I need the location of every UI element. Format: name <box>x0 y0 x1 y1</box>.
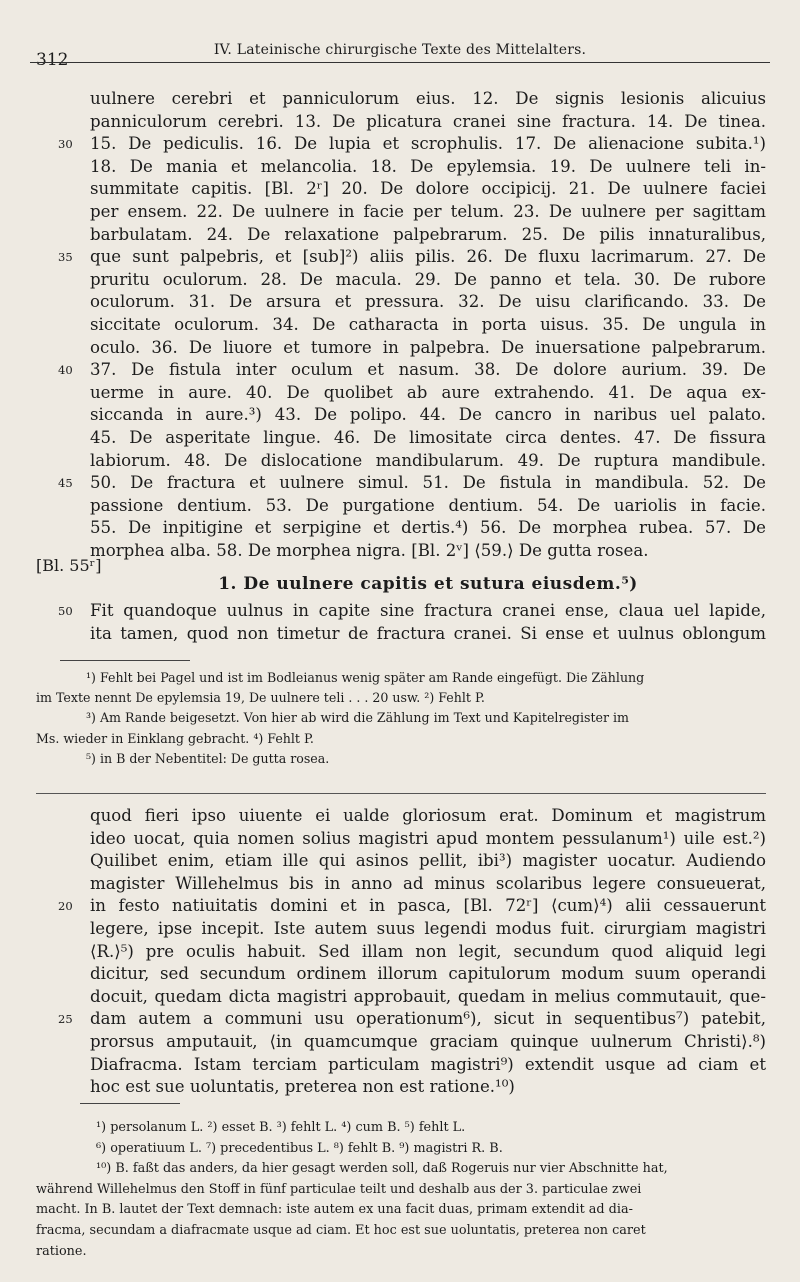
footnotes-upper <box>36 668 766 769</box>
footnote-rule <box>80 1103 180 1104</box>
chapter-list <box>58 88 766 562</box>
section-body <box>58 600 766 645</box>
text-line: 45. De asperitate lingue. 46. De limositate circa dentes. 47. De fissura <box>90 427 766 447</box>
text-line: pruritu oculorum. 28. De macula. 29. De panno et tela. 30. De rubore <box>90 269 766 289</box>
section-heading: 1. De uulnere capitis et sutura eiusdem.⁵) <box>218 574 638 594</box>
footnote-line: ³) Am Rande beigesetzt. Von hier ab wird die Zählung im Text und Kapitelregister im <box>86 710 629 726</box>
text-line: hoc est sue uoluntatis, preterea non est ratione.¹⁰) <box>90 1077 515 1097</box>
text-line: labiorum. 48. De dislocatione mandibularum. 49. De ruptura mandibule. <box>90 450 766 470</box>
text-line: per ensem. 22. De uulnere in facie per telum. 23. De uulnere per sagittam <box>90 201 766 221</box>
footnote-rule <box>60 660 190 661</box>
footnote-line: Ms. wieder in Einklang gebracht. ⁴) Fehlt P. <box>36 730 314 746</box>
commentary-text <box>58 805 766 1099</box>
text-line: summitate capitis. [Bl. 2ʳ] 20. De dolore occipicij. 21. De uulnere faciei <box>90 179 766 199</box>
text-line: dicitur, sed secundum ordinem illorum capitulorum modum suum operandi <box>90 964 766 984</box>
text-line: uulnere cerebri et panniculorum eius. 12. De signis lesionis alicuius <box>90 89 766 108</box>
text-line: 30 15. De pediculis. 16. De lupia et scrophulis. 17. De alienacione subita.¹) <box>90 133 766 156</box>
text-line: barbulatam. 24. De relaxatione palpebrarum. 25. De pilis innaturalibus, <box>90 224 766 244</box>
footnote-line: ⁵) in B der Nebentitel: De gutta rosea. <box>86 750 330 766</box>
text-line: ideo uocat, quia nomen solius magistri apud montem pessulanum¹) uile est.²) <box>90 828 766 848</box>
footnote-line: fracma, secundam a diafracmate usque ad ciam. Et hoc est sue uoluntatis, preterea non caret <box>36 1222 646 1238</box>
running-title: IV. Lateinische chirurgische Texte des Mittelalters. <box>213 42 587 58</box>
text-line: 18. De mania et melancolia. 18. De epylemsia. 19. De uulnere teli in- <box>90 156 766 176</box>
text-line: 50 Fit quandoque uulnus in capite sine fractura cranei ense, claua uel lapide, <box>90 600 766 623</box>
footnote-line: während Willehelmus den Stoff in fünf particulae teilt und deshalb aus der 3. particulae zwei <box>36 1181 642 1197</box>
text-line: 55. De inpitigine et serpigine et dertis.⁴) 56. De morphea rubea. 57. De <box>90 518 766 538</box>
folio-reference: [Bl. 55ʳ] <box>36 556 102 575</box>
text-line: docuit, quedam dicta magistri approbauit, quedam in melius commutauit, que- <box>90 986 766 1006</box>
footnote-line: ¹) Fehlt bei Pagel und ist im Bodleianus wenig später am Rande eingefügt. Die Zählung <box>86 670 645 685</box>
text-line: magister Willehelmus bis in anno ad minus scolaribus legere consueuerat, <box>90 873 766 893</box>
text-line: ita tamen, quod non timetur de fractura cranei. Si ense et uulnus oblongum <box>90 623 766 643</box>
text-line: prorsus amputauit, ⟨in quamcumque graciam quinque uulnerum Christi⟩.⁸) <box>90 1031 766 1051</box>
text-line: panniculorum cerebri. 13. De plicatura cranei sine fractura. 14. De tinea. <box>90 111 766 131</box>
text-line: 20 in festo natiuitatis domini et in pasca, [Bl. 72ʳ] ⟨cum⟩⁴) alii cessauerunt <box>90 895 766 918</box>
text-line: 35 que sunt palpebris, et [sub]²) aliis pilis. 26. De fluxu lacrimarum. 27. De <box>90 246 766 269</box>
line-number: 20 <box>58 899 73 914</box>
text-line: quod fieri ipso uiuente ei ualde gloriosum erat. Dominum et magistrum <box>90 806 766 825</box>
text-line: oculorum. 31. De arsura et pressura. 32. De uisu clarificando. 33. De <box>90 292 766 312</box>
text-line: 45 50. De fractura et uulnere simul. 51. De fistula in mandibula. 52. De <box>90 472 766 495</box>
page-header <box>30 38 770 70</box>
footnote-line: ratione. <box>36 1243 87 1259</box>
footnote-line: im Texte nennt De epylemsia 19, De uulnere teli . . . 20 usw. ²) Fehlt P. <box>36 690 485 706</box>
line-number: 25 <box>58 1012 73 1027</box>
line-number: 45 <box>58 476 73 491</box>
text-line: Diafracma. Istam terciam particulam magistri⁹) extendit usque ad ciam et <box>90 1054 766 1074</box>
footnote-line: ¹) persolanum L. ²) esset B. ³) fehlt L. ⁴) cum B. ⁵) fehlt L. <box>96 1120 466 1135</box>
text-line: passione dentium. 53. De purgatione dentium. 54. De uariolis in facie. <box>90 495 766 515</box>
text-line: siccanda in aure.³) 43. De polipo. 44. De cancro in naribus uel palato. <box>90 405 766 425</box>
footnote-line: ¹⁰) B. faßt das anders, da hier gesagt werden soll, daß Rogeruis nur vier Abschnitte hat, <box>96 1161 668 1177</box>
footnotes-lower <box>36 1118 766 1262</box>
page-divider <box>36 793 766 794</box>
text-line: 25 dam autem a communi usu operationum⁶), sicut in sequentibus⁷) patebit, <box>90 1008 766 1031</box>
text-line: uerme in aure. 40. De quolibet ab aure extrahendo. 41. De aqua ex- <box>90 382 766 402</box>
line-number: 30 <box>58 137 73 152</box>
text-line: morphea alba. 58. De morphea nigra. [Bl. 2ᵛ] ⟨59.⟩ De gutta rosea. <box>90 540 649 560</box>
header-rule <box>30 62 770 63</box>
line-number: 40 <box>58 363 73 378</box>
line-number: 35 <box>58 250 73 265</box>
text-line: siccitate oculorum. 34. De catharacta in porta uisus. 35. De ungula in <box>90 314 766 334</box>
text-line: Quilibet enim, etiam ille qui asinos pellit, ibi³) magister uocatur. Audiendo <box>90 851 766 871</box>
line-number: 50 <box>58 604 73 618</box>
text-line: legere, ipse incepit. Iste autem suus legendi modus fuit. cirurgiam magistri <box>90 918 766 938</box>
page-number: 312 <box>36 50 69 70</box>
text-line: 40 37. De fistula inter oculum et nasum. 38. De dolore aurium. 39. De <box>90 359 766 382</box>
text-line: oculo. 36. De liuore et tumore in palpebra. De inuersatione palpebrarum. <box>90 337 766 357</box>
footnote-line: ⁶) operatiuum L. ⁷) precedentibus L. ⁸) fehlt B. ⁹) magistri R. B. <box>96 1140 503 1156</box>
footnote-line: macht. In B. lautet der Text demnach: iste autem ex una facit duas, primam extendit ad dia- <box>36 1202 633 1218</box>
text-line: ⟨R.⟩⁵) pre oculis habuit. Sed illam non legit, secundum quod aliquid legi <box>90 941 766 961</box>
